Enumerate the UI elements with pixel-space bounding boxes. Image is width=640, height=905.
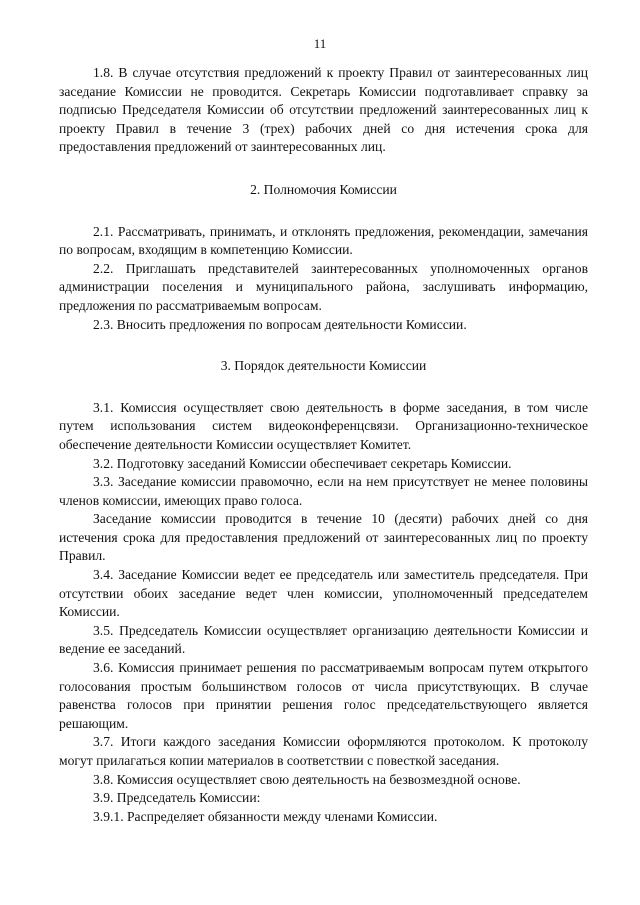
paragraph-3-2: 3.2. Подготовку заседаний Комиссии обеспечивает секретарь Комиссии. [93, 455, 512, 471]
paragraph-3-9: 3.9. Председатель Комиссии: [93, 790, 261, 806]
paragraph-2-1: 2.1. Рассматривать, принимать, и отклонять предложения, рекомендации, замечания по вопросам, входящим в компетенцию Комиссии. [59, 223, 588, 258]
paragraph-1-8: 1.8. В случае отсутствия предложений к проекту Правил от заинтересованных лиц заседание Комиссии не проводится. Секретарь Комиссии подготавливает справку за подписью Председателя Комиссии об отсутствии предложений заинтересованных лиц к проекту Правил в течение 3 (трех) рабочих дней со дня истечения срока для предоставления предложений от заинтересованных лиц. [59, 65, 588, 155]
document-body [59, 64, 588, 826]
paragraph-3-4: 3.4. Заседание Комиссии ведет ее председатель или заместитель председателя. При отсутствии обоих заседание ведет член комиссии, уполномоченный председателем Комиссии. [59, 567, 588, 620]
paragraph-2-2: 2.2. Приглашать представителей заинтересованных уполномоченных органов администрации поселения и муниципального района, заслушивать информацию, предложения по рассматриваемым вопросам. [59, 260, 588, 313]
paragraph-2-3: 2.3. Вносить предложения по вопросам деятельности Комиссии. [93, 316, 467, 332]
paragraph-3-7: 3.7. Итоги каждого заседания Комиссии оформляются протоколом. К протоколу могут прилагаться копии материалов в соответствии с повесткой заседания. [59, 734, 588, 768]
section-heading-2: 2. Полномочия Комиссии [250, 181, 397, 197]
page-number: 11 [313, 36, 327, 51]
paragraph-3-8: 3.8. Комиссия осуществляет свою деятельность на безвозмездной основе. [93, 771, 521, 787]
paragraph-3-5: 3.5. Председатель Комиссии осуществляет организацию деятельности Комиссии и ведение ее заседаний. [59, 622, 588, 657]
paragraph-3-9-1: 3.9.1. Распределяет обязанности между членами Комиссии. [93, 808, 438, 824]
paragraph-3-3: 3.3. Заседание комиссии правомочно, если на нем присутствует не менее половины членов комиссии, имеющих право голоса. [59, 474, 588, 508]
paragraph-3-1: 3.1. Комиссия осуществляет свою деятельность в форме заседания, в том числе путем использования систем видеоконференцсвязи. Организационно-техническое обеспечение деятельности Комиссии осуществляет Комитет. [59, 399, 588, 452]
section-heading-3: 3. Порядок деятельности Комиссии [220, 358, 427, 374]
paragraph-3-6: 3.6. Комиссия принимает решения по рассматриваемым вопросам путем открытого голосования простым большинством голосов от числа присутствующих. В случае равенства голосов при принятии решения голос председательствующего является решающим. [59, 660, 588, 731]
paragraph-3-3-cont: Заседание комиссии проводится в течение 10 (десяти) рабочих дней со дня истечения срока для предоставления предложений от заинтересованных лиц по проекту Правил. [59, 511, 588, 564]
